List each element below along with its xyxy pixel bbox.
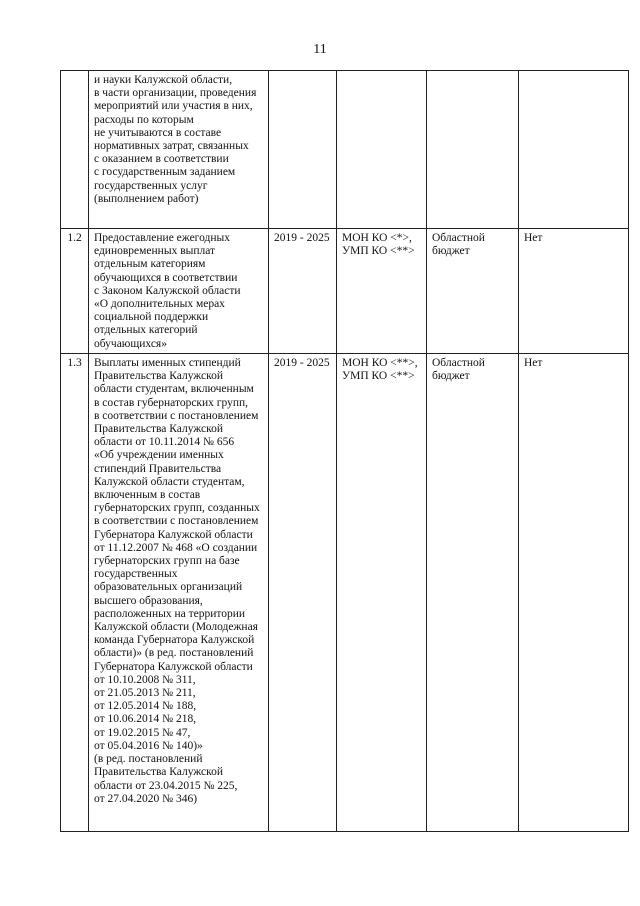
period-cell [269,71,337,229]
description-line: от 21.05.2013 № 211, [94,687,196,700]
funding-source-cell [427,71,519,229]
description-line: с государственным заданием [94,166,236,179]
description-line: Губернатора Калужской области [94,660,253,673]
row-number-cell [61,71,89,229]
table-row-1-3 [61,354,629,832]
description-line: губернаторских групп на базе [94,555,240,568]
description-line: губернаторских групп, созданных [94,502,260,515]
description-line: Правительства Калужской [94,766,224,779]
description-line: высшего образования, [94,594,203,607]
description-line: Калужской области (Молодежная [94,621,258,634]
flag-cell [519,71,629,229]
description-line: социальной поддержки [94,311,209,324]
description-line: «О дополнительных мерах [94,298,225,311]
row-number-cell: 1.2 [61,229,89,354]
funding-source-line: Областной [432,232,485,244]
description-line: в части организации, проведения [94,87,257,100]
description-line: обучающихся» [94,337,167,350]
description-line: от 27.04.2020 № 346) [94,792,198,805]
program-activities-table [60,70,629,832]
description-line: от 10.06.2014 № 218, [94,713,197,726]
description-line: в соответствии с постановлением [94,515,259,528]
description-line: (в ред. постановлений [94,753,203,766]
description-line: от 05.04.2016 № 140)» [94,739,203,752]
description-line: команда Губернатора Калужской [94,634,255,647]
description-line: отдельным категориям [94,258,206,271]
flag-cell: Нет [519,229,629,354]
description-line: области студентам, включенным [94,383,254,396]
executor-cell [337,229,427,354]
description-line: включенным в состав [94,489,201,502]
activity-description-cell [89,354,269,832]
page-number: 11 [313,42,327,57]
description-line: (выполнением работ) [94,192,199,205]
executor-cell [337,71,427,229]
funding-source-cell [427,229,519,354]
description-line: Правительства Калужской [94,423,224,436]
description-line: образовательных организаций [94,581,243,594]
row-number-cell: 1.3 [61,354,89,832]
activity-description-cell [89,229,269,354]
description-line: не учитываются в составе [94,126,222,139]
executor-line: МОН КО <*>, [342,232,412,244]
description-line: Предоставление ежегодных [94,232,231,244]
table-row-1-2 [61,229,629,354]
description-line: стипендий Правительства [94,462,222,475]
activity-description-cell [89,71,269,229]
description-line: от 11.12.2007 № 468 «О создании [94,541,258,554]
description-line: нормативных затрат, связанных [94,140,249,153]
description-line: в состав губернаторских групп, [94,396,249,409]
description-line: в соответствии с постановлением [94,409,259,422]
description-line: «Об учреждении именных [94,449,224,462]
description-line: расходы по которым [94,113,194,126]
description-line: Правительства Калужской [94,370,224,383]
description-line: обучающихся в соответствии [94,271,238,284]
executor-cell [337,354,427,832]
executor-line: УМП КО <**> [342,370,415,383]
description-line: государственных [94,568,178,581]
executor-line: МОН КО <**>, [342,357,418,369]
description-line: от 12.05.2014 № 188, [94,700,197,713]
flag-cell: Нет [519,354,629,832]
funding-source-line: бюджет [432,370,470,383]
description-line: области от 10.11.2014 № 656 [94,436,235,449]
description-line: с Законом Калужской области [94,284,241,297]
executor-line: УМП КО <**> [342,245,415,258]
description-line: с оказанием в соответствии [94,153,229,166]
table-body [61,71,629,832]
description-line: единовременных выплат [94,245,216,258]
description-line: расположенных на территории [94,607,246,620]
description-line: от 10.10.2008 № 311, [94,673,196,686]
description-line: и науки Калужской области, [94,74,233,86]
table-row-continued [61,71,629,229]
funding-source-cell [427,354,519,832]
description-line: области от 23.04.2015 № 225, [94,779,238,792]
description-line: Калужской области студентам, [94,475,245,488]
description-line: области)» (в ред. постановлений [94,647,254,660]
description-line: Выплаты именных стипендий [94,357,241,369]
period-cell: 2019 - 2025 [269,229,337,354]
funding-source-line: бюджет [432,245,470,258]
description-line: от 19.02.2015 № 47, [94,726,191,739]
description-line: государственных услуг [94,179,208,192]
period-cell: 2019 - 2025 [269,354,337,832]
funding-source-line: Областной [432,357,485,369]
description-line: Губернатора Калужской области [94,528,253,541]
description-line: отдельных категорий [94,324,198,337]
description-line: мероприятий или участия в них, [94,100,253,113]
